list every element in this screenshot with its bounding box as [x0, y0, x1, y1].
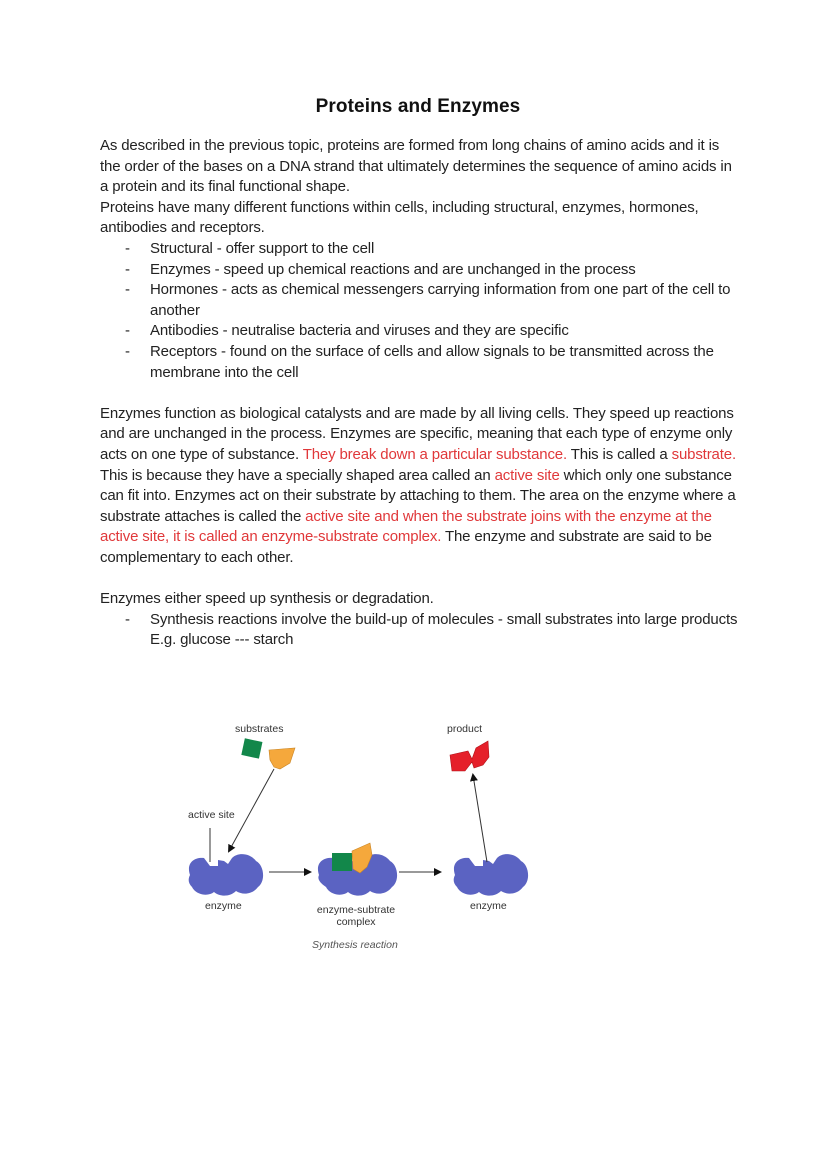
- dash-bullet: -: [125, 342, 130, 360]
- enzyme-right-label: enzyme: [470, 900, 507, 912]
- enzyme-left-label: enzyme: [205, 900, 242, 912]
- dash-bullet: -: [125, 260, 130, 278]
- reactions-list: [100, 610, 740, 631]
- complex-label-line-2: complex: [336, 916, 376, 928]
- reactions-intro: Enzymes either speed up synthesis or degradation.: [100, 590, 434, 608]
- synthesis-reaction-diagram: [180, 715, 540, 960]
- highlighted-text: active site: [494, 466, 560, 484]
- spacer: [100, 568, 740, 589]
- list-item-text: Structural - offer support to the cell: [150, 239, 375, 257]
- green-substrate-shape: [241, 738, 262, 758]
- diagram-caption: Synthesis reaction: [312, 939, 398, 951]
- dash-bullet: -: [125, 322, 130, 340]
- product-label: product: [447, 723, 483, 735]
- text-run: which only one substance can fit into. Enzymes act on their substrate by attaching to them. The area on the enzyme where a substrate attaches is called the: [100, 466, 736, 525]
- substrates-label: substrates: [235, 723, 284, 735]
- spacer: [100, 383, 740, 404]
- protein-functions-list: [100, 239, 740, 383]
- list-item: [100, 239, 740, 260]
- complex-label: [310, 904, 402, 928]
- list-item-text: Antibodies - neutralise bacteria and viruses and they are specific: [150, 322, 569, 340]
- dash-bullet: -: [125, 239, 130, 257]
- text-run: This is called a: [567, 445, 672, 463]
- list-item-text: Hormones - acts as chemical messengers carrying information from one part of the cell to another: [150, 281, 731, 319]
- text-run: The enzyme and substrate are said to be complementary to each other.: [100, 528, 712, 566]
- list-item: [100, 260, 740, 281]
- intro-paragraph-1: As described in the previous topic, proteins are formed from long chains of amino acids and it is the order of the bases on a DNA strand that ultimately determines the sequence of amino acids in a protein and its final functional shape.: [100, 137, 732, 196]
- highlighted-text: They break down a particular substance.: [302, 445, 568, 463]
- product-arrow: [473, 775, 487, 862]
- enzyme-right-shape: [454, 854, 528, 895]
- dash-bullet: -: [125, 610, 130, 628]
- enzyme-left-shape: [189, 854, 263, 895]
- list-item: [100, 321, 740, 342]
- product-shape: [450, 741, 489, 771]
- text-run: Enzymes function as biological catalysts and are made by all living cells. They speed up reactions and are unchanged in the process. Enzymes are specific, meaning that each type of enzyme only acts on one type of substance.: [100, 404, 734, 463]
- list-item-text: Synthesis reactions involve the build-up of molecules - small substrates into large products: [150, 610, 738, 628]
- page-title: Proteins and Enzymes: [315, 96, 521, 117]
- list-item: [100, 280, 740, 321]
- document-page: [100, 96, 740, 651]
- list-item-text: Enzymes - speed up chemical reactions and are unchanged in the process: [150, 260, 636, 278]
- complex-green-substrate: [332, 853, 352, 871]
- highlighted-text: active site and when the substrate joins with the enzyme at the active site, it is called an enzyme-substrate complex.: [100, 507, 712, 546]
- intro-paragraph-2: Proteins have many different functions within cells, including structural, enzymes, hormones, antibodies and receptors.: [100, 198, 699, 237]
- active-site-label: active site: [188, 809, 235, 821]
- example-text: E.g. glucose --- starch: [150, 631, 294, 649]
- complex-label-line-1: enzyme-subtrate: [316, 904, 396, 916]
- list-item-text: Receptors - found on the surface of cells and allow signals to be transmitted across the membrane into the cell: [150, 342, 714, 381]
- substrate-arrow: [229, 769, 274, 851]
- list-item: [100, 342, 740, 383]
- dash-bullet: -: [125, 281, 130, 299]
- list-item: [100, 610, 740, 631]
- orange-substrate-shape: [269, 748, 295, 769]
- highlighted-text: substrate.: [671, 445, 736, 463]
- text-run: This is because they have a specially shaped area called an: [100, 466, 495, 484]
- enzymes-paragraph: [100, 404, 740, 569]
